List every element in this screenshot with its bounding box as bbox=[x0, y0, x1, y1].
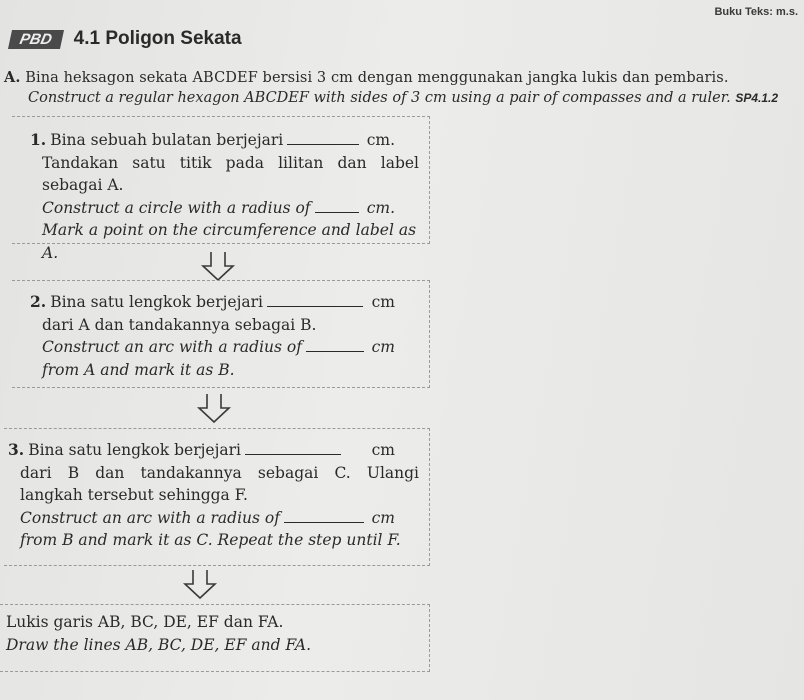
step-2-english-text: Construct an arc with a radius of bbox=[42, 338, 302, 356]
step-3-english-text: Construct an arc with a radius of bbox=[20, 508, 280, 527]
unit-label: cm. bbox=[366, 198, 395, 217]
step-2-malay-text: Bina satu lengkok berjejari bbox=[50, 293, 263, 311]
step-2-radius-blank-malay[interactable] bbox=[267, 294, 363, 307]
step-3-radius-blank-english[interactable] bbox=[284, 510, 364, 523]
unit-label: cm bbox=[371, 293, 395, 311]
unit-label: cm. bbox=[366, 131, 395, 149]
pbd-badge: PBD bbox=[8, 30, 64, 49]
task-instruction bbox=[4, 68, 778, 108]
unit-label: cm bbox=[371, 338, 395, 356]
step-3-malay-text: Bina satu lengkok berjejari bbox=[28, 441, 241, 459]
down-arrow-icon bbox=[200, 250, 236, 282]
step-2-malay-rest: dari A dan tandakannya sebagai B. bbox=[42, 315, 317, 334]
step-number: 1. bbox=[30, 130, 47, 149]
section-header bbox=[10, 28, 242, 50]
step-number: 3. bbox=[8, 440, 25, 459]
step-2-english-rest: from A and mark it as B. bbox=[42, 360, 235, 379]
step-3-english-rest: from B and mark it as C. Repeat the step until F. bbox=[20, 531, 401, 549]
step-1-malay-text: Bina sebuah bulatan berjejari bbox=[50, 131, 284, 149]
step-2-radius-blank-english[interactable] bbox=[306, 339, 364, 352]
book-reference: Buku Teks: m.s. bbox=[714, 6, 798, 18]
instruction-english: Construct a regular hexagon ABCDEF with sides of 3 cm using a pair of compasses and a ruler. bbox=[28, 90, 731, 106]
step-3-radius-blank-malay[interactable] bbox=[245, 442, 341, 455]
step-3-box bbox=[4, 428, 430, 566]
step-1-english-rest: Mark a point on the circumference and label as A. bbox=[42, 221, 417, 262]
down-arrow-icon bbox=[182, 568, 218, 600]
step-1-radius-blank-malay[interactable] bbox=[287, 132, 358, 145]
instruction-malay: Bina heksagon sekata ABCDEF bersisi 3 cm dengan menggunakan jangka lukis dan pembaris. bbox=[25, 70, 729, 86]
unit-label: cm bbox=[371, 441, 395, 459]
step-number: 2. bbox=[30, 292, 47, 311]
step-4-english-text: Draw the lines AB, BC, DE, EF and FA. bbox=[6, 635, 312, 654]
step-4-malay-text: Lukis garis AB, BC, DE, EF dan FA. bbox=[6, 613, 284, 631]
unit-label: cm bbox=[371, 508, 395, 527]
step-1-box bbox=[12, 116, 430, 262]
down-arrow-icon bbox=[196, 392, 232, 424]
step-1-english-text: Construct a circle with a radius of bbox=[42, 198, 311, 217]
step-1-radius-blank-english[interactable] bbox=[315, 200, 359, 213]
step-3-malay-rest: dari B dan tandakannya sebagai C. Ulangi langkah tersebut sehingga F. bbox=[20, 463, 419, 504]
step-4-box bbox=[0, 604, 430, 672]
task-label: A. bbox=[4, 69, 21, 86]
step-1-malay-rest: Tandakan satu titik pada lilitan dan label sebagai A. bbox=[42, 153, 419, 194]
standard-code: SP4.1.2 bbox=[735, 91, 779, 105]
section-title: 4.1 Poligon Sekata bbox=[73, 28, 242, 49]
step-2-box bbox=[12, 280, 430, 388]
